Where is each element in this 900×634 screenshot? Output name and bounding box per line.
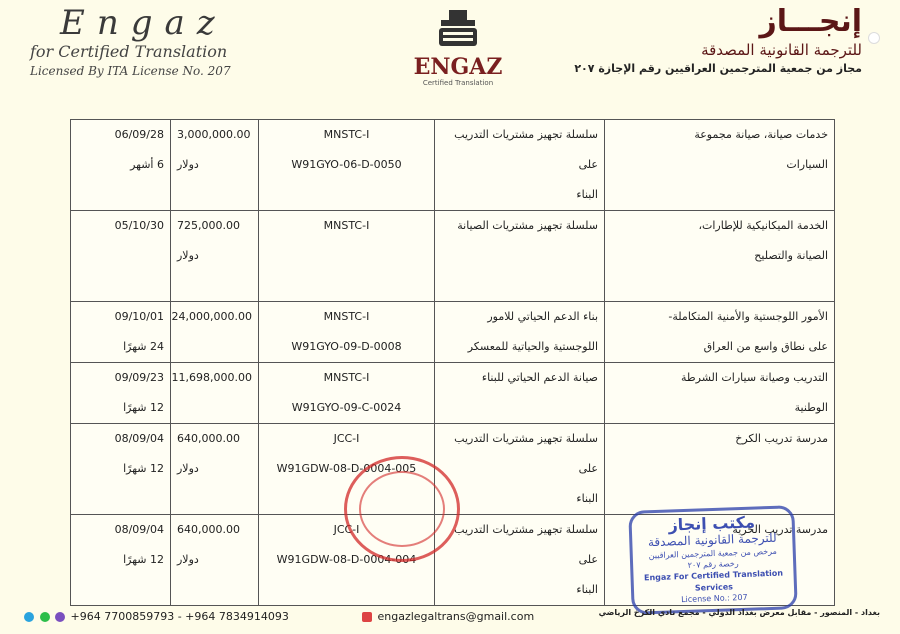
cell-place-line: خدمات صيانة، صيانة مجموعة xyxy=(694,128,828,141)
brand-name-ar: إنجـــاز xyxy=(759,4,862,39)
cell-desc-line xyxy=(441,393,598,423)
cell-date-line: 08/09/04 xyxy=(114,523,164,536)
table-row xyxy=(71,120,835,211)
cell-date xyxy=(71,424,171,515)
stamp-line-5: Engaz For Certified Translation Services xyxy=(643,568,784,593)
cell-desc-line: البناء xyxy=(576,583,598,596)
cell-desc xyxy=(435,515,605,606)
cell-desc-line xyxy=(441,241,598,271)
cell-date-line: 12 شهرًا xyxy=(123,553,164,566)
footer-phones xyxy=(24,610,289,623)
stamp-line-3: مرخص من جمعية المترجمين العراقيين xyxy=(648,546,778,561)
cell-desc xyxy=(435,424,605,515)
cell-desc-line: اللوجستية والحياتية للمعسكر xyxy=(467,340,598,353)
cell-place-line: مدرسة تدريب الحرية xyxy=(732,523,828,536)
logo-subtitle: Certified Translation xyxy=(422,79,494,87)
cell-date-line: 05/10/30 xyxy=(114,219,164,232)
cell-place xyxy=(605,211,835,302)
cell-amount-line: 640,000.00 دولار xyxy=(177,432,240,475)
cell-contract-line: W91GYO-09-D-0008 xyxy=(291,340,402,353)
cell-date-line: 08/09/04 xyxy=(114,432,164,445)
mail-icon xyxy=(362,612,372,622)
cell-contract-line: W91GYO-09-C-0024 xyxy=(291,401,402,414)
cell-contract-line: MNSTC-I xyxy=(323,128,370,141)
cell-amount xyxy=(171,302,259,363)
cell-desc-line: بناء الدعم الحياتي للامور xyxy=(487,310,598,323)
cell-place-line: السيارات xyxy=(786,158,828,171)
telegram-icon xyxy=(24,612,34,622)
cell-place xyxy=(605,363,835,424)
cell-contract-line: W91GDW-08-D-0004-004 xyxy=(276,553,417,566)
stamp-line-4: رخصة رقم ٢٠٧ xyxy=(687,559,739,570)
email-address: engazlegaltrans@gmail.com xyxy=(377,610,535,623)
cell-date-line: 24 شهرًا xyxy=(123,340,164,353)
cell-date xyxy=(71,515,171,606)
blue-office-stamp xyxy=(628,505,798,615)
cell-date-line: 09/09/23 xyxy=(114,371,164,384)
cell-place-line: مدرسة تدريب الكرخ xyxy=(735,432,828,445)
cell-desc xyxy=(435,302,605,363)
cell-desc-line: سلسلة تجهيز مشتريات التدريب على xyxy=(454,128,598,171)
cell-contract xyxy=(259,120,435,211)
tagline-ar: للترجمة القانونية المصدقة xyxy=(701,41,862,59)
scroll-indicator[interactable] xyxy=(868,32,880,44)
footer xyxy=(0,606,900,630)
typewriter-logo-icon xyxy=(435,8,481,52)
cell-date xyxy=(71,363,171,424)
tagline-en: for Certified Translation xyxy=(30,42,228,61)
brand-name-en: Engaz xyxy=(60,3,227,43)
cell-amount-line xyxy=(177,271,252,301)
stamp-line-6: License No.: 207 xyxy=(680,592,748,605)
cell-amount-line: 3,000,000.00 دولار xyxy=(177,128,251,171)
table-row xyxy=(71,363,835,424)
cell-date-line: 09/10/01 xyxy=(114,310,164,323)
cell-amount-line xyxy=(177,332,252,362)
cell-place-line xyxy=(611,454,828,484)
cell-place xyxy=(605,120,835,211)
cell-amount xyxy=(171,363,259,424)
cell-place-line: الصيانة والتصليح xyxy=(754,249,828,262)
cell-amount xyxy=(171,211,259,302)
cell-desc-line: البناء xyxy=(576,188,598,201)
header-right-arabic xyxy=(532,4,862,78)
cell-place-line: الأمور اللوجستية والأمنية المتكاملة- xyxy=(668,310,828,323)
cell-desc-line: سلسلة تجهيز مشتريات التدريب على xyxy=(454,432,598,475)
cell-place-line: التدريب وصيانة سيارات الشرطة xyxy=(680,371,828,384)
cell-desc xyxy=(435,211,605,302)
cell-amount xyxy=(171,515,259,606)
table-row xyxy=(71,424,835,515)
cell-place-line: على نطاق واسع من العراق xyxy=(703,340,828,353)
cell-contract-line: MNSTC-I xyxy=(323,310,370,323)
cell-date-line: 12 شهرًا xyxy=(123,401,164,414)
cell-amount-line xyxy=(177,575,252,605)
cell-amount-line: 725,000.00 دولار xyxy=(177,219,240,262)
cell-amount-line xyxy=(177,393,252,423)
cell-contract xyxy=(259,302,435,363)
viber-icon xyxy=(55,612,65,622)
cell-amount xyxy=(171,424,259,515)
cell-date-line: 12 شهرًا xyxy=(123,462,164,475)
table-row xyxy=(71,302,835,363)
cell-date-line: 6 أشهر xyxy=(130,158,164,171)
cell-place xyxy=(605,302,835,363)
stamp-line-2: للترجمة القانونية المصدقة xyxy=(647,530,777,550)
cell-amount-line xyxy=(177,484,252,514)
cell-contract xyxy=(259,211,435,302)
cell-desc-line: صيانة الدعم الحياتي للبناء xyxy=(481,371,598,384)
whatsapp-icon xyxy=(40,612,50,622)
cell-date xyxy=(71,211,171,302)
cell-amount xyxy=(171,120,259,211)
footer-address: بغداد - المنصور - مقابل معرض بغداد الدولي - مجمع نادي الكرخ الرياضي xyxy=(598,608,880,617)
cell-date xyxy=(71,120,171,211)
stamp-line-1: مكتب إنجاز xyxy=(668,512,756,535)
cell-place-line: الوطنية xyxy=(794,401,828,414)
cell-amount-line: 11,698,000.00 xyxy=(171,371,252,384)
license-en: Licensed By ITA License No. 207 xyxy=(30,64,231,78)
footer-email xyxy=(362,610,534,623)
cell-contract xyxy=(259,424,435,515)
cell-contract-line: JCC-I xyxy=(333,523,360,536)
header-logo xyxy=(408,8,508,88)
cell-place-line: الخدمة الميكانيكية للإطارات، xyxy=(698,219,828,232)
cell-desc xyxy=(435,120,605,211)
header-left-english xyxy=(30,4,290,80)
cell-date-line: 06/09/28 xyxy=(114,128,164,141)
cell-contract-line: MNSTC-I xyxy=(323,371,370,384)
license-ar: مجاز من جمعية المترجمين العراقيين رقم الإجازة ٢٠٧ xyxy=(574,62,862,75)
cell-desc xyxy=(435,363,605,424)
cell-amount-line: 640,000.00 دولار xyxy=(177,523,240,566)
cell-desc-line: سلسلة تجهيز مشتريات الصيانة xyxy=(457,219,598,232)
logo-name: ENGAZ xyxy=(413,54,503,80)
cell-desc-line: سلسلة تجهيز مشتريات التدريب على xyxy=(454,523,598,566)
cell-contract-line: MNSTC-I xyxy=(323,219,370,232)
cell-amount-line: 24,000,000.00 xyxy=(171,310,252,323)
cell-date xyxy=(71,302,171,363)
table-row xyxy=(71,211,835,302)
cell-amount-line xyxy=(177,180,252,210)
cell-place xyxy=(605,424,835,515)
cell-contract-line: W91GYO-06-D-0050 xyxy=(291,158,402,171)
cell-contract-line: W91GDW-08-D-0004-005 xyxy=(276,462,417,475)
cell-contract xyxy=(259,515,435,606)
cell-contract-line: JCC-I xyxy=(333,432,360,445)
phone-numbers: +964 7700859793 - +964 7834914093 xyxy=(70,610,289,623)
cell-contract-line xyxy=(265,241,428,271)
cell-date-line xyxy=(77,241,164,271)
cell-desc-line: البناء xyxy=(576,492,598,505)
cell-contract xyxy=(259,363,435,424)
